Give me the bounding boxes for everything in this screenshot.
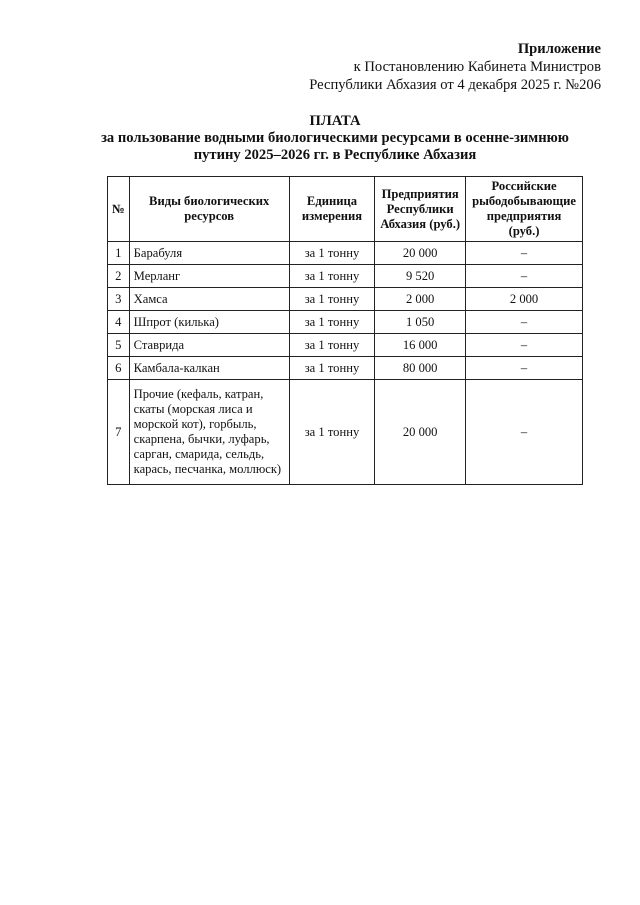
document-heading	[60, 113, 610, 164]
row-number: 5	[108, 334, 130, 357]
russian-fee: –	[466, 380, 583, 485]
abkhaz-fee: 20 000	[375, 242, 466, 265]
unit-cell: за 1 тонну	[289, 265, 375, 288]
header-row	[108, 177, 583, 242]
unit-cell: за 1 тонну	[289, 357, 375, 380]
russian-fee: –	[466, 334, 583, 357]
russian-fee: –	[466, 265, 583, 288]
species-name: Хамса	[129, 288, 289, 311]
heading-subtitle-line-1: за пользование водными биологическими ресурсами в осенне-зимнюю	[101, 130, 569, 146]
appendix-line-2: Республики Абхазия от 4 декабря 2025 г. №206	[309, 77, 601, 93]
table-row	[108, 265, 583, 288]
russian-fee: 2 000	[466, 288, 583, 311]
column-header-unit: Единица измерения	[289, 177, 375, 242]
row-number: 3	[108, 288, 130, 311]
species-name: Камбала-калкан	[129, 357, 289, 380]
appendix-title: Приложение	[517, 41, 601, 57]
abkhaz-fee: 1 050	[375, 311, 466, 334]
russian-fee: –	[466, 242, 583, 265]
species-name: Мерланг	[129, 265, 289, 288]
species-name: Барабуля	[129, 242, 289, 265]
column-header-species: Виды биологических ресурсов	[129, 177, 289, 242]
row-number: 4	[108, 311, 130, 334]
species-name: Шпрот (килька)	[129, 311, 289, 334]
unit-cell: за 1 тонну	[289, 334, 375, 357]
unit-cell: за 1 тонну	[289, 288, 375, 311]
row-number: 6	[108, 357, 130, 380]
species-name: Ставрида	[129, 334, 289, 357]
species-name: Прочие (кефаль, катран, скаты (морская лиса и морской кот), горбыль, скарпена, бычки, луфарь, сарган, смарида, сельдь, карась, песчанка, моллюск)	[129, 380, 289, 485]
abkhaz-fee: 9 520	[375, 265, 466, 288]
heading-subtitle-line-2: путину 2025–2026 гг. в Республике Абхазия	[193, 147, 477, 163]
abkhaz-fee: 2 000	[375, 288, 466, 311]
russian-fee: –	[466, 357, 583, 380]
fee-table-header	[108, 177, 583, 242]
row-number: 2	[108, 265, 130, 288]
row-number: 1	[108, 242, 130, 265]
heading-title: ПЛАТА	[309, 113, 361, 129]
table-row	[108, 311, 583, 334]
column-header-abkhaz-enterprises: Предприятия Республики Абхазия (руб.)	[375, 177, 466, 242]
unit-cell: за 1 тонну	[289, 311, 375, 334]
abkhaz-fee: 20 000	[375, 380, 466, 485]
appendix-block	[309, 40, 601, 94]
unit-cell: за 1 тонну	[289, 380, 375, 485]
abkhaz-fee: 16 000	[375, 334, 466, 357]
table-row	[108, 380, 583, 485]
table-row	[108, 242, 583, 265]
russian-fee: –	[466, 311, 583, 334]
column-header-russian-enterprises: Российские рыбодобывающие предприятия (руб.)	[466, 177, 583, 242]
column-header-number: №	[108, 177, 130, 242]
table-row	[108, 334, 583, 357]
table-row	[108, 288, 583, 311]
table-row	[108, 357, 583, 380]
appendix-line-1: к Постановлению Кабинета Министров	[353, 59, 601, 75]
unit-cell: за 1 тонну	[289, 242, 375, 265]
abkhaz-fee: 80 000	[375, 357, 466, 380]
fee-table	[107, 176, 583, 485]
row-number: 7	[108, 380, 130, 485]
fee-table-body	[108, 242, 583, 485]
